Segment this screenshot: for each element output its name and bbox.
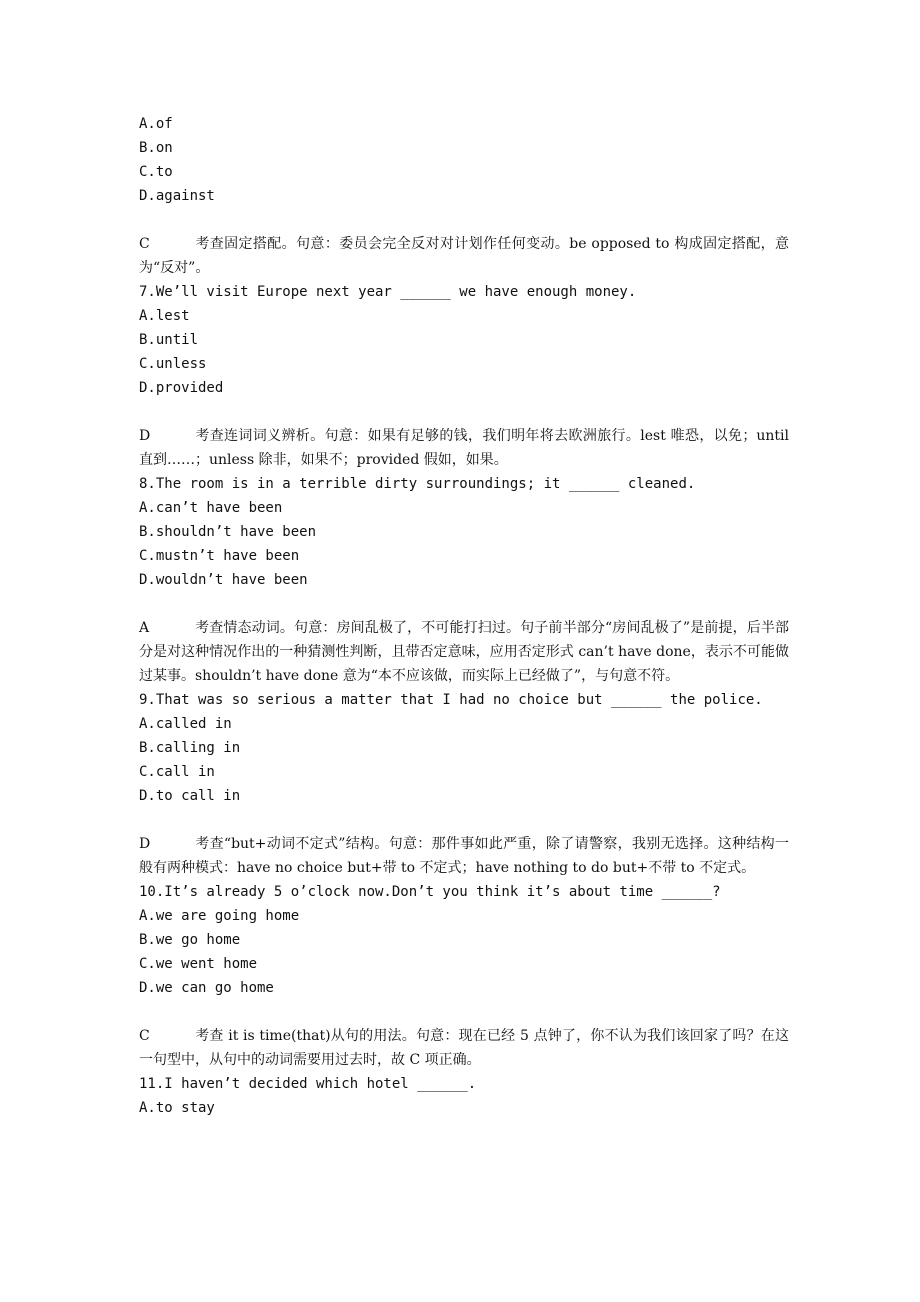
option-c: C.call in (139, 764, 215, 780)
option-d: D.provided (139, 380, 224, 396)
option-d: D.to call in (139, 788, 241, 804)
option-c: C.to (139, 164, 173, 180)
option-b: B.calling in (139, 740, 241, 756)
option-a: A.to stay (139, 1100, 215, 1116)
spacer (139, 808, 789, 832)
option-a: A.we are going home (139, 908, 300, 924)
question-stem: 11.I haven’t decided which hotel ______. (139, 1076, 477, 1092)
explanation-text: 考查 it is time(that)从句的用法。句意：现在已经 5 点钟了，你不认为我们该回家了吗？在这一句型中，从句中的动词需要用过去时，故 C 项正确。 (139, 1028, 789, 1068)
answer-key: A (139, 620, 150, 636)
answer-explanation (139, 232, 789, 280)
option-b: B.on (139, 140, 173, 156)
explanation-text: 考查情态动词。句意：房间乱极了，不可能打扫过。句子前半部分“房间乱极了”是前提，后半部分是对这种情况作出的一种猜测性判断，且带否定意味，应用否定形式 can’t have done，表示不可能做过某事。shouldn’t have done 意为“本不应该做，而实际上已经做了”，与句意不符。 (139, 620, 789, 684)
option-c: C.unless (139, 356, 207, 372)
explanation-text: 考查“but+动词不定式”结构。句意：那件事如此严重，除了请警察，我别无选择。这种结构一般有两种模式：have no choice but+带 to 不定式；have nothing to do but+不带 to 不定式。 (139, 836, 789, 876)
question-7 (139, 280, 789, 472)
answer-explanation (139, 424, 789, 472)
question-stem: 8.The room is in a terrible dirty surroundings; it ______ cleaned. (139, 476, 696, 492)
option-d: D.we can go home (139, 980, 274, 996)
answer-key: C (139, 1028, 150, 1044)
option-a: A.lest (139, 308, 190, 324)
option-b: B.shouldn’t have been (139, 524, 317, 540)
answer-key: D (139, 428, 151, 444)
question-stem: 7.We’ll visit Europe next year ______ we have enough money. (139, 284, 637, 300)
question-11 (139, 1072, 789, 1120)
option-a: A.of (139, 116, 173, 132)
answer-explanation (139, 832, 789, 880)
option-d: D.wouldn’t have been (139, 572, 308, 588)
question-stem: 9.That was so serious a matter that I had no choice but ______ the police. (139, 692, 763, 708)
question-6 (139, 112, 789, 280)
question-10 (139, 880, 789, 1072)
explanation-text: 考查固定搭配。句意：委员会完全反对对计划作任何变动。be opposed to 构成固定搭配，意为“反对”。 (139, 236, 789, 276)
option-a: A.called in (139, 716, 232, 732)
question-9 (139, 688, 789, 880)
answer-key: C (139, 236, 150, 252)
answer-key: D (139, 836, 151, 852)
spacer (139, 208, 789, 232)
option-b: B.until (139, 332, 199, 348)
option-d: D.against (139, 188, 215, 204)
answer-explanation (139, 616, 789, 688)
spacer (139, 400, 789, 424)
option-a: A.can’t have been (139, 500, 283, 516)
document-page (139, 112, 789, 1120)
spacer (139, 1000, 789, 1024)
answer-explanation (139, 1024, 789, 1072)
option-c: C.mustn’t have been (139, 548, 300, 564)
option-b: B.we go home (139, 932, 241, 948)
question-8 (139, 472, 789, 688)
explanation-text: 考查连词词义辨析。句意：如果有足够的钱，我们明年将去欧洲旅行。lest 唯恐，以免；until 直到……；unless 除非，如果不；provided 假如，如果。 (139, 428, 789, 468)
spacer (139, 592, 789, 616)
option-c: C.we went home (139, 956, 258, 972)
question-stem: 10.It’s already 5 o’clock now.Don’t you think it’s about time ______? (139, 884, 721, 900)
